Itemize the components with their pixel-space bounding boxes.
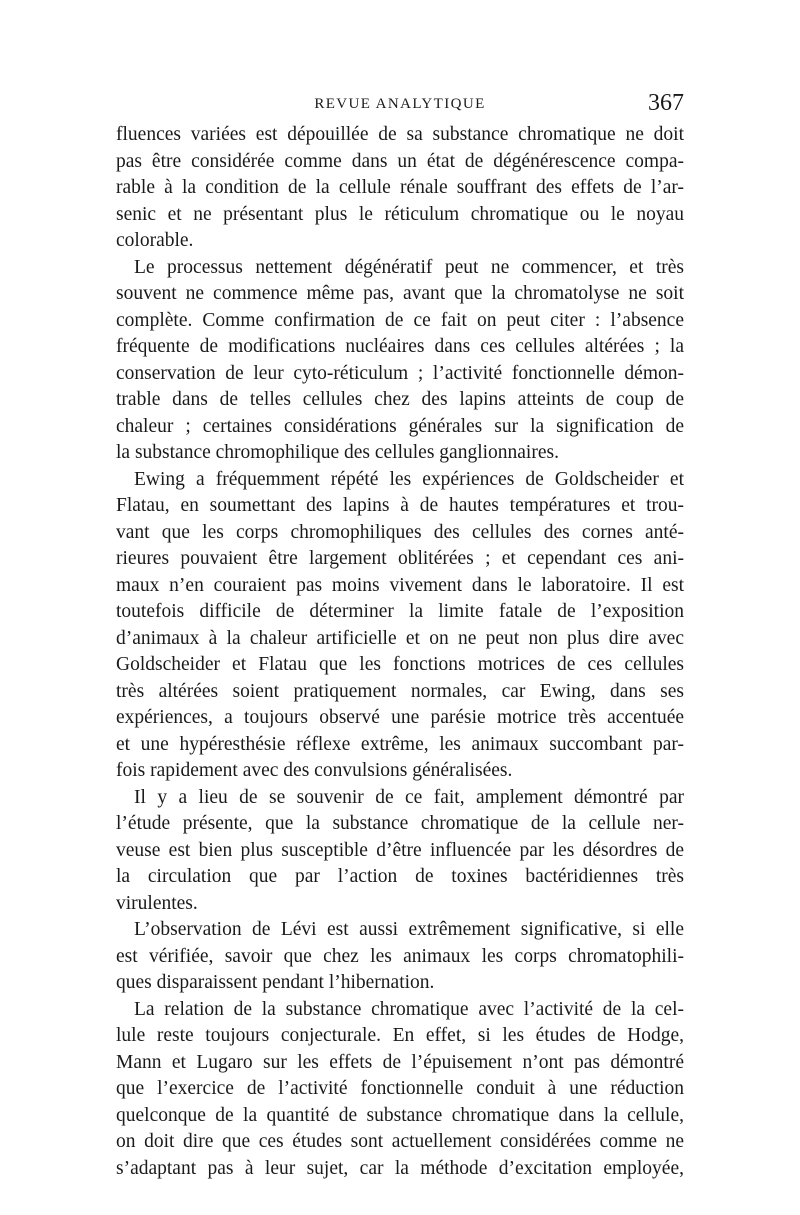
text-line: La relation de la substance chromatique avec l’activité de la cel- (134, 998, 684, 1020)
text-line: complète. Comme confirmation de ce fait on peut citer : l’absence (116, 309, 684, 331)
text-line: d’animaux à la chaleur artificielle et on ne peut non plus dire avec (116, 627, 684, 649)
text-line: souvent ne commence même pas, avant que la chromatolyse ne soit (116, 283, 684, 304)
text-line: est vérifiée, savoir que chez les animaux les corps chromatophili- (116, 945, 684, 967)
text-line: Goldscheider et Flatau que les fonctions motrices de ces cellules (116, 654, 684, 675)
text-line: rieures pouvaient être largement oblitérées ; et cependant ces ani- (116, 548, 684, 569)
text-line: senic et ne présentant plus le réticulum chromatique ou le noyau (116, 203, 684, 225)
text-line: on doit dire que ces études sont actuellement considérées comme ne (116, 1131, 684, 1152)
text-line: fluences variées est dépouillée de sa substance chromatique ne doit (116, 124, 684, 145)
text-line: rable à la condition de la cellule rénale souffrant des effets de l’ar- (116, 177, 684, 198)
text-line: L’observation de Lévi est aussi extrêmement significative, si elle (134, 919, 684, 940)
text-line: et une hypéresthésie réflexe extrême, les animaux succombant par- (116, 733, 684, 755)
text-line: toutefois difficile de déterminer la limite fatale de l’exposition (116, 601, 684, 622)
text-line: quelconque de la quantité de substance chromatique dans la cellule, (116, 1104, 684, 1126)
text-line: fois rapidement avec des convulsions généralisées. (116, 760, 513, 781)
text-line: maux n’en couraient pas moins vivement dans le laboratoire. Il est (116, 574, 684, 596)
text-line: expériences, a toujours observé une parésie motrice très accentuée (116, 707, 684, 728)
text-line: conservation de leur cyto-réticulum ; l’activité fonctionnelle démon- (116, 362, 684, 384)
text-line: Flatau, en soumettant des lapins à de hautes températures et trou- (116, 495, 684, 516)
text-line: fréquente de modifications nucléaires dans ces cellules altérées ; la (116, 336, 684, 357)
text-line: Mann et Lugaro sur les effets de l’épuisement n’ont pas démontré (116, 1051, 684, 1073)
text-line: pas être considérée comme dans un état de dégénérescence compa- (116, 150, 684, 172)
text-line: chaleur ; certaines considérations générales sur la signification de (116, 415, 684, 437)
text-line: trable dans de telles cellules chez des lapins atteints de coup de (116, 389, 684, 410)
text-line: vant que les corps chromophiliques des cellules des cornes anté- (116, 521, 684, 543)
text-line: ques disparaissent pendant l’hibernation. (116, 972, 435, 993)
text-line: l’étude présente, que la substance chromatique de la cellule ner- (116, 813, 684, 834)
text-line: veuse est bien plus susceptible d’être influencée par les désordres de (116, 839, 684, 861)
text-line: lule reste toujours conjecturale. En effet, si les études de Hodge, (116, 1025, 684, 1046)
running-head: REVUE ANALYTIQUE (314, 96, 486, 112)
text-line: très altérées soient pratiquement normales, car Ewing, dans ses (116, 680, 684, 702)
text-line: virulentes. (116, 892, 198, 914)
text-line: Il y a lieu de se souvenir de ce fait, amplement démontré par (134, 786, 684, 808)
text-line: Ewing a fréquemment répété les expériences de Goldscheider et (134, 468, 684, 490)
text-line: Le processus nettement dégénératif peut ne commencer, et très (134, 256, 684, 278)
body-text (116, 122, 684, 1182)
text-line: s’adaptant pas à leur sujet, car la méthode d’excitation employée, (116, 1157, 684, 1179)
text-line: la substance chromophilique des cellules ganglionnaires. (116, 442, 559, 463)
page-number: 367 (648, 90, 684, 116)
text-line: colorable. (116, 230, 194, 251)
text-line: la circulation que par l’action de toxines bactéridiennes très (116, 866, 684, 887)
text-line: que l’exercice de l’activité fonctionnelle conduit à une réduction (116, 1078, 684, 1099)
